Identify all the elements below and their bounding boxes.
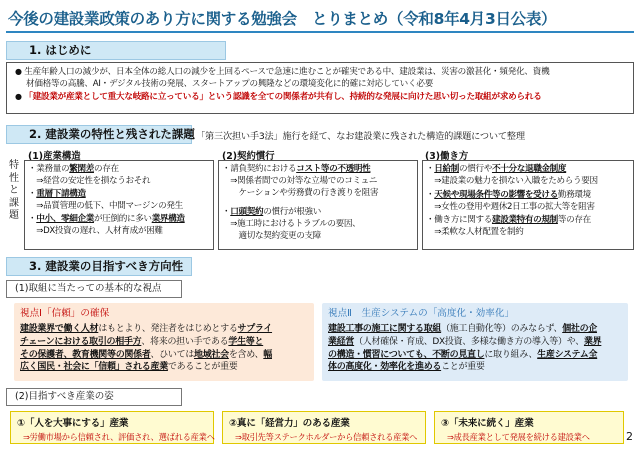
section2-note: 「第三次担い手3法」施行を経て、なお建設業に残された構造的課題について整理 xyxy=(196,131,525,142)
title-underline xyxy=(6,31,634,33)
section1-heading: 1. はじめに xyxy=(6,41,226,60)
column-title-contract: (2)契約慣行 xyxy=(222,151,275,162)
side-label: 特性と課題 xyxy=(9,160,19,221)
column-box-structure xyxy=(24,160,214,250)
column-box-work xyxy=(422,160,634,250)
list-item: ⇒関係者間での対等な立場でのコミュニ xyxy=(222,176,378,186)
section1-box xyxy=(6,62,634,114)
list-item: ⇒施工時におけるトラブルの要因、 xyxy=(222,219,361,229)
list-item: ・業務量の繁閑差の存在 xyxy=(28,164,119,174)
perspective2-heading: 視点Ⅱ 生産システムの「高度化・効率化」 xyxy=(328,308,515,319)
subheading-basic-perspective: (1)取組に当たっての基本的な視点 xyxy=(6,280,182,298)
list-item: ⇒女性の登用や週休2日工事の拡大等を阻害 xyxy=(426,202,595,212)
section3-heading: 3. 建設業の目指すべき方向性 xyxy=(6,257,192,276)
page-number: 2 xyxy=(626,430,633,443)
list-item: 適切な契約変更の支障 xyxy=(222,231,321,241)
goal-title: ③「未来に続く」産業 xyxy=(441,418,534,429)
section1-line2: 材価格等の高騰、AI・デジタル技術の発展、スタートアップの興隆などの環境変化に的確に対応していく必要 xyxy=(26,79,434,89)
list-item: ⇒建設業の魅力を損ない入職をためらう要因 xyxy=(426,176,598,186)
perspective1-text: 建設業界で働く人材はもとより、発注者をはじめとするサプライ チェーンにおける取引の相手方、将来の担い手である学生等と その保護者、教育機関等の関係者、ひいては地域社会を含め、幅 広く国民・社会に「信頼」される産業であることが重要 xyxy=(20,324,273,373)
list-item: ・請負契約におけるコスト等の不透明性 xyxy=(222,164,371,174)
section1-line3: ● 「建設業が産業として重大な岐路に立っている」という認識を全ての関係者が共有し、持続的な発展に向けた思い切った取組が求められる xyxy=(15,92,542,102)
perspective1-heading: 視点Ⅰ「信頼」の確保 xyxy=(20,308,110,319)
goal-card-3 xyxy=(434,411,624,444)
goal-card-1 xyxy=(10,411,214,444)
perspective1-box xyxy=(14,303,314,381)
goal-title: ①「人を大事にする」産業 xyxy=(17,418,129,429)
section2-heading: 2. 建設業の特性と残された課題 xyxy=(6,125,192,144)
section1-line1: ● 生産年齢人口の減少が、日本全体の総人口の減少を上回るペースで急速に進むことが確実である中、建設業は、災害の激甚化・頻発化、資機 xyxy=(15,67,550,77)
list-item: ・日給制の慣行や不十分な退職金制度 xyxy=(426,164,567,174)
list-item: ・天候や現場条件等の影響を受ける勤務環境 xyxy=(426,190,591,200)
list-item: ・重層下請構造 xyxy=(28,189,86,199)
column-box-contract xyxy=(218,160,418,250)
subheading-goal: (2)目指すべき産業の姿 xyxy=(6,388,182,406)
list-item: ⇒柔軟な人材配置を制約 xyxy=(426,227,524,237)
list-item: ⇒品質管理の低下、中間マージンの発生 xyxy=(28,201,183,211)
column-title-work: (3)働き方 xyxy=(425,151,469,162)
list-item: ケーションや労務費の行き渡りを阻害 xyxy=(222,188,379,198)
list-item: ・中小、零細企業が圧倒的に多い業界構造 xyxy=(28,214,185,224)
list-item: ⇒DX投資の遅れ、人材育成が困難 xyxy=(28,226,163,236)
list-item: ・働き方に関する建設業特有の規制等の存在 xyxy=(426,215,591,225)
list-item: ・口頭契約の慣行が根強い xyxy=(222,207,321,217)
goal-subtitle: ⇒労働市場から信頼され、評価され、選ばれる産業へ xyxy=(23,432,215,442)
list-item: ⇒経営の安定性を損なうおそれ xyxy=(28,176,151,186)
page-title: 今後の建設業政策のあり方に関する勉強会 とりまとめ（令和8年4月3日公表） xyxy=(8,10,557,28)
bullet-icon: ● xyxy=(15,67,22,76)
goal-subtitle: ⇒取引先等ステークホルダーから信頼される産業へ xyxy=(235,432,418,442)
goal-subtitle: ⇒成長産業として発展を続ける建設業へ xyxy=(447,432,590,442)
perspective2-text: 建設工事の施工に関する取組（施工自動化等）のみならず、個社の企 業経営（人材確保・育成、DX投資、多様な働き方の導入等）や、業界 の構造・慣習についても、不断の見直しに取り組み、生産システム全 体の高度化・効率化を進めることが重要 xyxy=(328,324,602,373)
goal-card-2 xyxy=(222,411,426,444)
perspective2-box xyxy=(322,303,628,381)
column-title-structure: (1)産業構造 xyxy=(28,151,81,162)
goal-title: ②真に「経営力」のある産業 xyxy=(229,418,350,429)
